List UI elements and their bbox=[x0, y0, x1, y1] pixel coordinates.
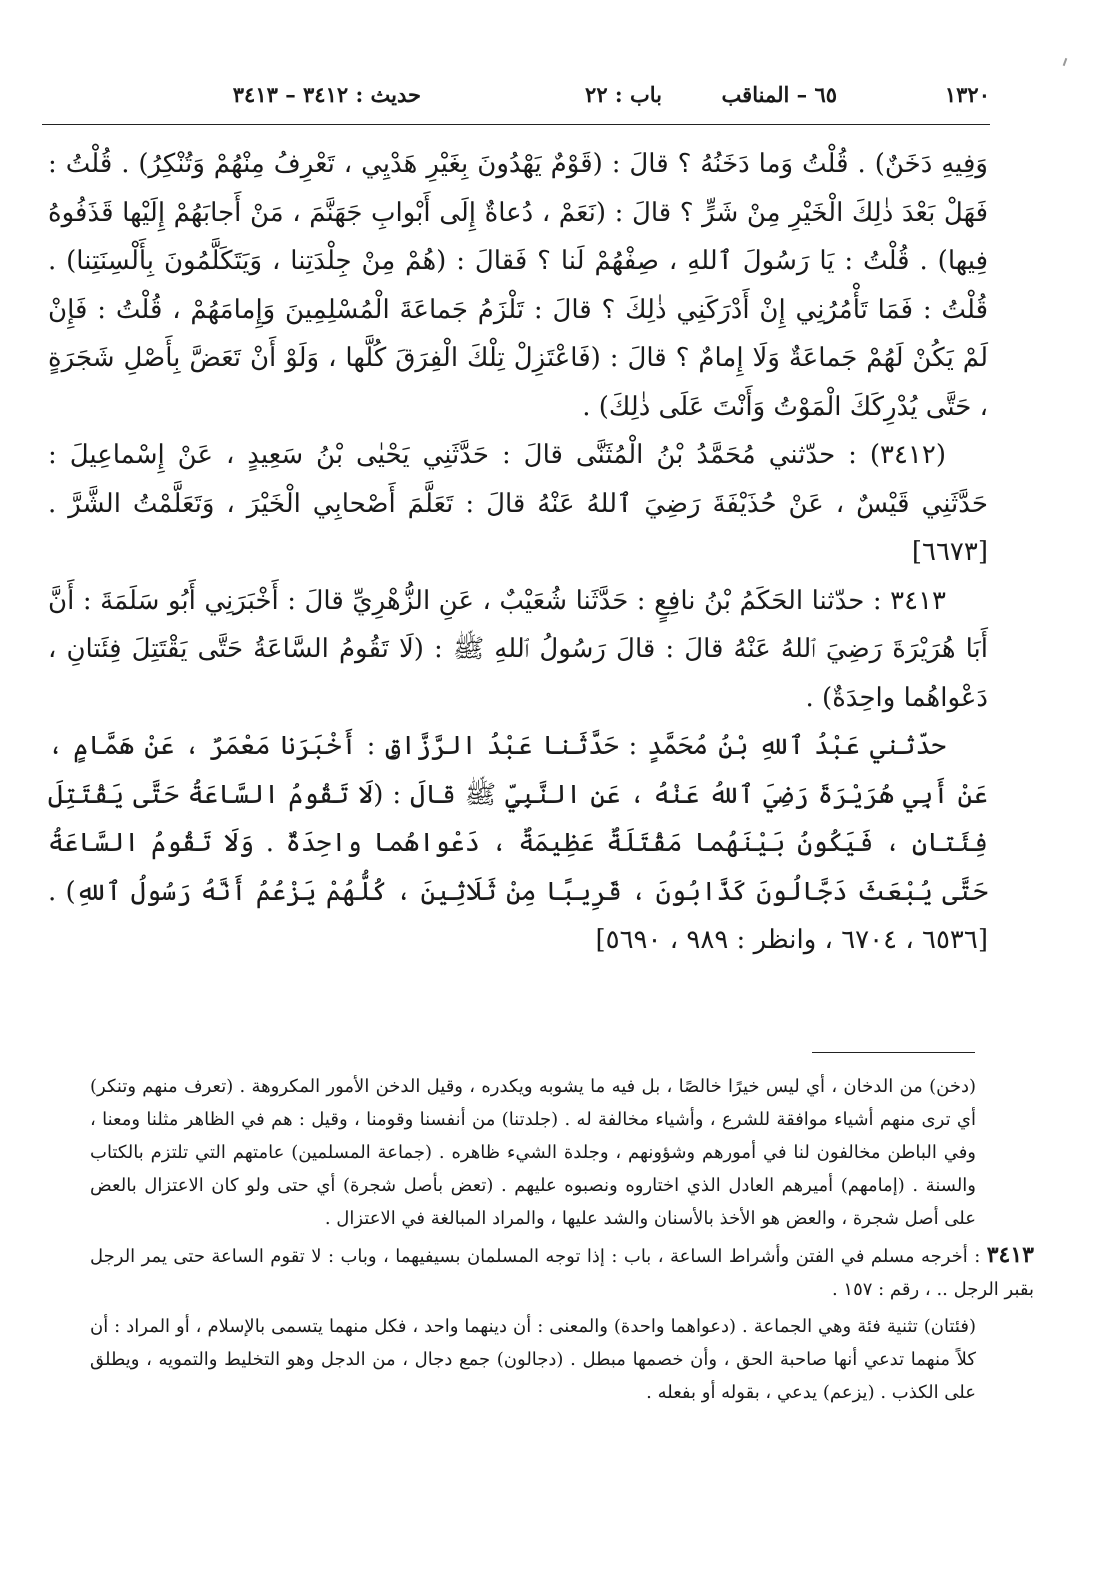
footnotes bbox=[90, 1070, 1034, 1409]
scan-mark bbox=[1063, 58, 1068, 66]
hadith-3413: ٣٤١٣ : حدّثنا الحَكَمُ بْنُ نافِعٍ : حَدَّثَنا شُعَيْبٌ ، عَنِ الزُّهْرِيِّ قالَ : أَخْبَرَنِي أَبُو سَلَمَةَ : أَنَّ أَبَا هُرَيْرَةَ رَضِيَ ٱللهُ عَنْهُ قالَ : قالَ رَسُولُ ٱللهِ ﷺ : (لَا تَقُومُ السَّاعَةُ حَتَّى يَقْتَتِلَ فِئَتانِ ، دَعْواهُما واحِدَةٌ) . bbox=[48, 585, 988, 713]
running-header bbox=[190, 82, 990, 116]
header-divider bbox=[42, 124, 990, 125]
footnote-glossary-2: (فئتان) تثنية فئة وهي الجماعة . (دعواهما واحدة) والمعنى : أن دينهما واحد ، فكل منهما يتسمى بالإسلام ، أو المراد : أن كلاً منهما تدعي أنها صاحبة الحق ، وأن خصمها مبطل . (دجالون) جمع دجال ، من الدجل وهو التخليط والتمويه ، ويطلق على الكذب . (يزعم) يدعي ، بقوله أو بفعله . bbox=[90, 1316, 976, 1403]
chapter-label: باب : ٢٢ bbox=[585, 82, 662, 107]
main-text bbox=[48, 140, 988, 965]
hadith-range: حديث : ٣٤١٢ – ٣٤١٣ bbox=[232, 82, 421, 107]
body-paragraph: وَفِيهِ دَخَنٌ) . قُلْتُ وَما دَخَنُهُ ؟ قالَ : (قَوْمٌ يَهْدُونَ بِغَيْرِ هَدْيِي ، تَعْرِفُ مِنْهُمْ وَتُنْكِرُ) . قُلْتُ : فَهَلْ بَعْدَ ذٰلِكَ الْخَيْرِ مِنْ شَرٍّ ؟ قالَ : (نَعَمْ ، دُعاةٌ إِلَى أَبْوابِ جَهَنَّمَ ، مَنْ أَجابَهُمْ إِلَيْها قَذَفُوهُ فِيها) . قُلْتُ : يَا رَسُولَ ٱللهِ ، صِفْهُمْ لَنا ؟ فَقالَ : (هُمْ مِنْ جِلْدَتِنا ، وَيَتَكَلَّمُونَ بِأَلْسِنَتِنا) . قُلْتُ : فَمَا تَأْمُرُنِي إِنْ أَدْرَكَنِي ذٰلِكَ ؟ قالَ : تَلْزَمُ جَماعَةَ الْمُسْلِمِينَ وَإِمامَهُمْ ، قُلْتُ : فَإِنْ لَمْ يَكُنْ لَهُمْ جَماعَةٌ وَلَا إِمامٌ ؟ قالَ : (فَاعْتَزِلْ تِلْكَ الْفِرَقَ كُلَّها ، وَلَوْ أَنْ تَعَضَّ بِأَصْلِ شَجَرَةٍ ، حَتَّى يُدْرِكَكَ الْمَوْتُ وَأَنْتَ عَلَى ذٰلِكَ) . bbox=[48, 149, 988, 422]
book-title: ٦٥ – المناقب bbox=[721, 82, 837, 107]
footnote-divider bbox=[812, 1052, 975, 1053]
footnote-glossary-1: (دخن) من الدخان ، أي ليس خيرًا خالصًا ، بل فيه ما يشوبه ويكدره ، وقيل الدخن الأمور المكروهة . (تعرف منهم وتنكر) أي ترى منهم أشياء موافقة للشرع ، وأشياء مخالفة له . (جلدتنا) من أنفسنا وقومنا ، وقيل : هم في الظاهر مثلنا ومعنا ، وفي الباطن مخالفون لنا في أمورهم وشؤونهم ، وجلدة الشيء ظاهره . (جماعة المسلمين) عامتهم التي تلتزم بالكتاب والسنة . (إمامهم) أميرهم العادل الذي اختاروه ونصبوه عليهم . (تعض بأصل شجرة) أي حتى ولو كان الاعتزال بالعض على أصل شجرة ، والعض هو الأخذ بالأسنان والشد عليها ، والمراد المبالغة في الاعتزال . bbox=[90, 1076, 976, 1229]
footnote-takhrij bbox=[90, 1239, 1034, 1306]
hadith-3413-second-chain: حدّثني عَبْدُ ٱللهِ بْنُ مُحَمَّدٍ : حَدَّثَنا عَبْدُ الرَّزَّاقِ : أَخْبَرَنا مَعْمَرٌ ، عَنْ هَمَّامٍ ، عَنْ أَبِي هُرَيْرَةَ رَضِيَ ٱللهُ عَنْهُ ، عَنِ النَّبِيِّ ﷺ قالَ : (لَا تَقُومُ السَّاعَةُ حَتَّى يَقْتَتِلَ فِئَتانِ ، فَيَكُونُ بَيْنَهُما مَقْتَلَةٌ عَظِيمَةٌ ، دَعْواهُما واحِدَةٌ . وَلَا تَقُومُ السَّاعَةُ حَتَّى يُبْعَثَ دَجَّالُونَ كَذَّابُونَ ، قَرِيبًا مِنْ ثَلَاثِينَ ، كُلُّهُمْ يَزْعُمُ أَنَّهُ رَسُولُ ٱللهِ) . [٦٥٣٦ ، ٦٧٠٤ ، وانظر : ٩٨٩ ، ٥٦٩٠] bbox=[48, 731, 988, 955]
footnote-number: ٣٤١٣ bbox=[986, 1242, 1034, 1268]
footnote-takhrij-text: : أخرجه مسلم في الفتن وأشراط الساعة ، باب : إذا توجه المسلمان بسيفيهما ، وباب : لا تقوم الساعة حتى يمر الرجل بقبر الرجل .. ، رقم : ١٥٧ . bbox=[90, 1246, 1034, 1300]
hadith-3412: (٣٤١٢) : حدّثني مُحَمَّدُ بْنُ الْمُثَنَّى قالَ : حَدَّثَنِي يَحْيٰى بْنُ سَعِيدٍ ، عَنْ إِسْماعِيلَ : حَدَّثَنِي قَيْسٌ ، عَنْ حُذَيْفَةَ رَضِيَ ٱللهُ عَنْهُ قالَ : تَعَلَّمَ أَصْحابِي الْخَيْرَ ، وَتَعَلَّمْتُ الشَّرَّ . [٦٦٧٣] bbox=[48, 440, 988, 567]
page-number: ١٣٢٠ bbox=[944, 82, 990, 107]
